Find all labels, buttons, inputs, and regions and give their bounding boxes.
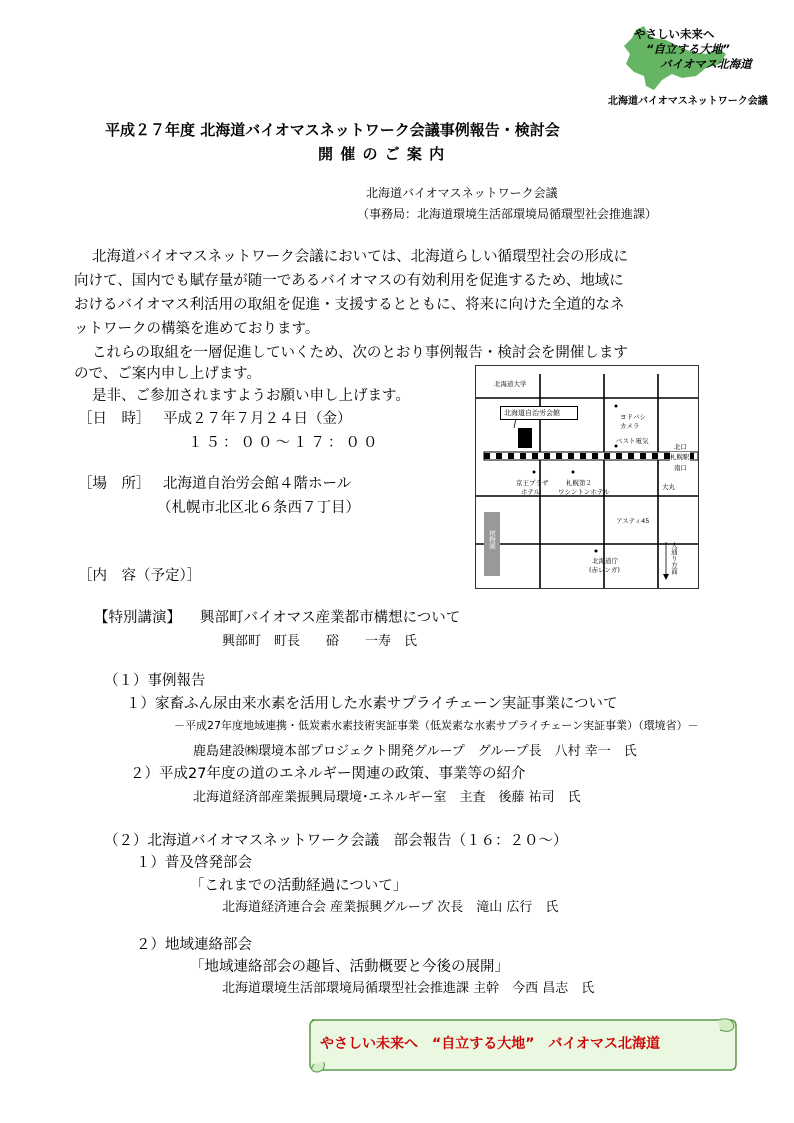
intro-line: ので、ご案内申し上げます。 <box>74 366 262 382</box>
map-label: 札幌駅 <box>670 453 690 461</box>
special-lecture-title: 興部町バイオマス産業都市構想について <box>200 610 461 626</box>
map-label: 南口 <box>674 464 687 472</box>
datetime-label: ［日 時］ <box>78 411 151 427</box>
page-subtitle: 開 催 の ご 案 内 <box>318 145 446 163</box>
intro-line: 是非、ご参加されますようお願い申し上げます。 <box>92 388 410 404</box>
place-address: （札幌市北区北６条西７丁目） <box>157 500 360 516</box>
section2-item2-title: ２）地域連絡部会 <box>136 937 252 953</box>
map-label: (赤レンガ) <box>589 566 620 574</box>
map-label: ワシントンホテル <box>558 488 610 496</box>
intro-line: 北海道バイオマスネットワーク会議においては、北海道らしい循環型社会の形成に <box>92 249 629 265</box>
map-label: 京王プラザ <box>516 479 549 487</box>
datetime-time: １５：００～１７：００ <box>188 435 381 451</box>
section1-item2-speaker: 北海道経済部産業振興局環境･エネルギー室 主査 後藤 祐司 氏 <box>193 790 581 805</box>
map-label: 札幌第２ <box>566 479 592 487</box>
section1-item2-title: ２）平成27年度の道のエネルギー関連の政策、事業等の紹介 <box>130 766 526 782</box>
map-label: 大通り方面 <box>670 542 678 575</box>
map-label: 北海道大学 <box>494 380 527 388</box>
logo-org: 北海道バイオマスネットワーク会議 <box>608 96 768 107</box>
section2-item1-title: １）普及啓発部会 <box>136 855 252 871</box>
section1-item1-title: １）家畜ふん尿由来水素を活用した水素サプライチェーン実証事業について <box>126 696 618 712</box>
section1-item1-sub: －平成27年度地域連携・低炭素水素技術実証事業（低炭素な水素サプライチェーン実証事業）（環境省）－ <box>174 719 699 732</box>
slogan-text: やさしい未来へ “自立する大地” バイオマス北海道 <box>320 1036 660 1052</box>
section2-item2-speaker: 北海道環境生活部環境局循環型社会推進課 主幹 今西 昌志 氏 <box>222 981 595 996</box>
sender-office: （事務局：北海道環境生活部環境局循環型社会推進課） <box>357 207 658 221</box>
section2-item2-topic: 「地域連絡部会の趣旨、活動概要と今後の展開」 <box>190 959 509 975</box>
map-label: 植物園 <box>488 530 496 550</box>
datetime-date: 平成２７年７月２４日（金） <box>163 411 352 427</box>
intro-line: 向けて、国内でも賦存量が随一であるバイオマスの有効利用を促進するため、地域に <box>74 273 624 289</box>
intro-line: おけるバイオマス利活用の取組を促進・支援するとともに、将来に向けた全道的なネ <box>74 297 625 313</box>
slogan-banner <box>306 1014 738 1074</box>
intro-line: ットワークの構築を進めております。 <box>74 321 320 337</box>
map-label: 北海道自治労会館 <box>504 409 560 417</box>
logo <box>604 20 768 110</box>
section2-item1-speaker: 北海道経済連合会 産業振興グループ 次長 滝山 広行 氏 <box>222 900 559 915</box>
section1-heading: （１）事例報告 <box>104 673 206 689</box>
map-label: カメラ <box>620 422 640 430</box>
map-label: ホテル <box>521 488 541 496</box>
map-label: 北口 <box>674 443 687 451</box>
logo-line3: バイオマス北海道 <box>660 57 752 71</box>
map-roads <box>476 366 698 588</box>
access-map <box>475 365 699 589</box>
logo-line1: やさしい未来へ <box>634 27 715 41</box>
place-venue: 北海道自治労会館４階ホール <box>163 476 352 492</box>
map-label: ヨドバシ <box>620 413 646 421</box>
special-lecture-speaker: 興部町 町長 硲 一寿 氏 <box>222 634 418 649</box>
page-title: 平成２７年度 北海道バイオマスネットワーク会議事例報告・検討会 <box>105 121 560 139</box>
section2-heading: （２）北海道バイオマスネットワーク会議 部会報告（１６：２０～） <box>104 833 568 849</box>
intro-line: これらの取組を一層促進していくため、次のとおり事例報告・検討会を開催します <box>92 345 628 361</box>
content-label: ［内 容（予定）］ <box>78 568 202 584</box>
sender-org: 北海道バイオマスネットワーク会議 <box>366 186 558 200</box>
map-label: アスティ45 <box>616 517 650 525</box>
special-lecture-label: 【特別講演】 <box>94 610 181 626</box>
map-label: 大丸 <box>662 483 675 491</box>
logo-line2: “自立する大地” <box>646 42 730 56</box>
section1-item1-speaker: 鹿島建設㈱環境本部プロジェクト開発グループ グループ長 八村 幸一 氏 <box>193 744 637 759</box>
map-label: ベスト電気 <box>616 437 649 445</box>
section2-item1-topic: 「これまでの活動経過について」 <box>190 878 408 894</box>
place-label: ［場 所］ <box>78 476 151 492</box>
map-label: 北海道庁 <box>592 557 618 565</box>
